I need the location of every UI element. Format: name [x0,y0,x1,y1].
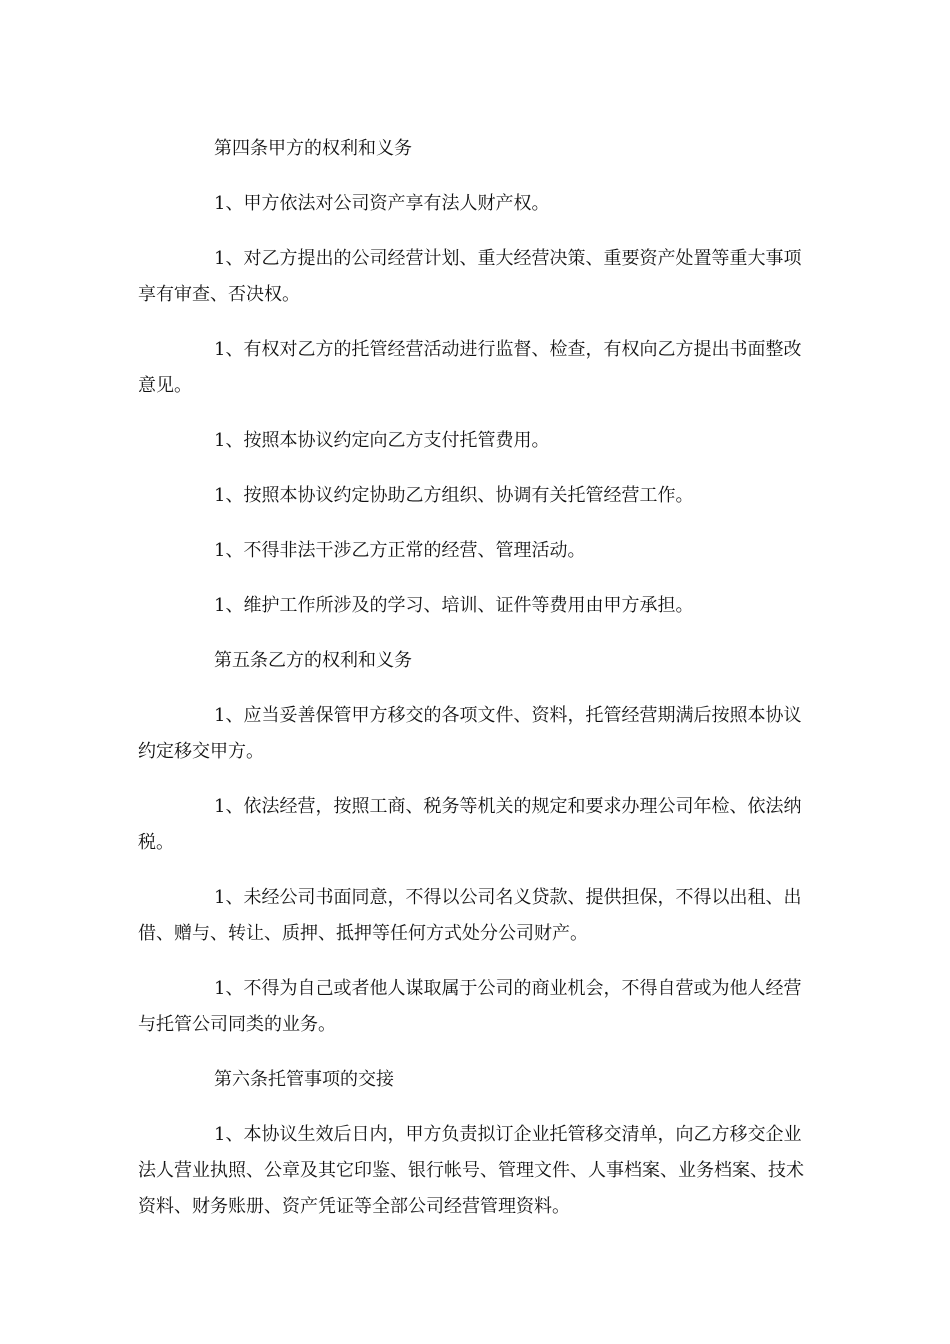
section-heading-article-4: 第四条甲方的权利和义务 [214,138,412,159]
clause-paragraph: 1、按照本协议约定向乙方支付托管费用。 [214,430,550,451]
clause-paragraph: 1、甲方依法对公司资产享有法人财产权。 [214,193,550,214]
clause-paragraph: 1、按照本协议约定协助乙方组织、协调有关托管经营工作。 [214,485,694,506]
clause-paragraph: 1、对乙方提出的公司经营计划、重大经营决策、重要资产处置等重大事项享有审查、否决权。 [138,248,802,305]
clause-paragraph: 1、依法经营，按照工商、税务等机关的规定和要求办理公司年检、依法纳税。 [138,796,802,853]
clause-paragraph: 1、维护工作所涉及的学习、培训、证件等费用由甲方承担。 [214,595,694,616]
clause-paragraph: 1、本协议生效后日内，甲方负责拟订企业托管移交清单，向乙方移交企业法人营业执照、公章及其它印鉴、银行帐号、管理文件、人事档案、业务档案、技术资料、财务账册、资产凭证等全部公司经营管理资料。 [138,1124,804,1217]
clause-paragraph: 1、未经公司书面同意，不得以公司名义贷款、提供担保，不得以出租、出借、赠与、转让、质押、抵押等任何方式处分公司财产。 [138,887,802,944]
clause-paragraph: 1、不得为自己或者他人谋取属于公司的商业机会，不得自营或为他人经营与托管公司同类的业务。 [138,978,802,1035]
clause-paragraph: 1、应当妥善保管甲方移交的各项文件、资料，托管经营期满后按照本协议约定移交甲方。 [138,705,802,762]
section-heading-article-6: 第六条托管事项的交接 [214,1069,394,1090]
document-body [138,131,810,1244]
clause-paragraph: 1、有权对乙方的托管经营活动进行监督、检查，有权向乙方提出书面整改意见。 [138,339,802,396]
section-heading-article-5: 第五条乙方的权利和义务 [214,650,412,671]
clause-paragraph: 1、不得非法干涉乙方正常的经营、管理活动。 [214,540,586,561]
